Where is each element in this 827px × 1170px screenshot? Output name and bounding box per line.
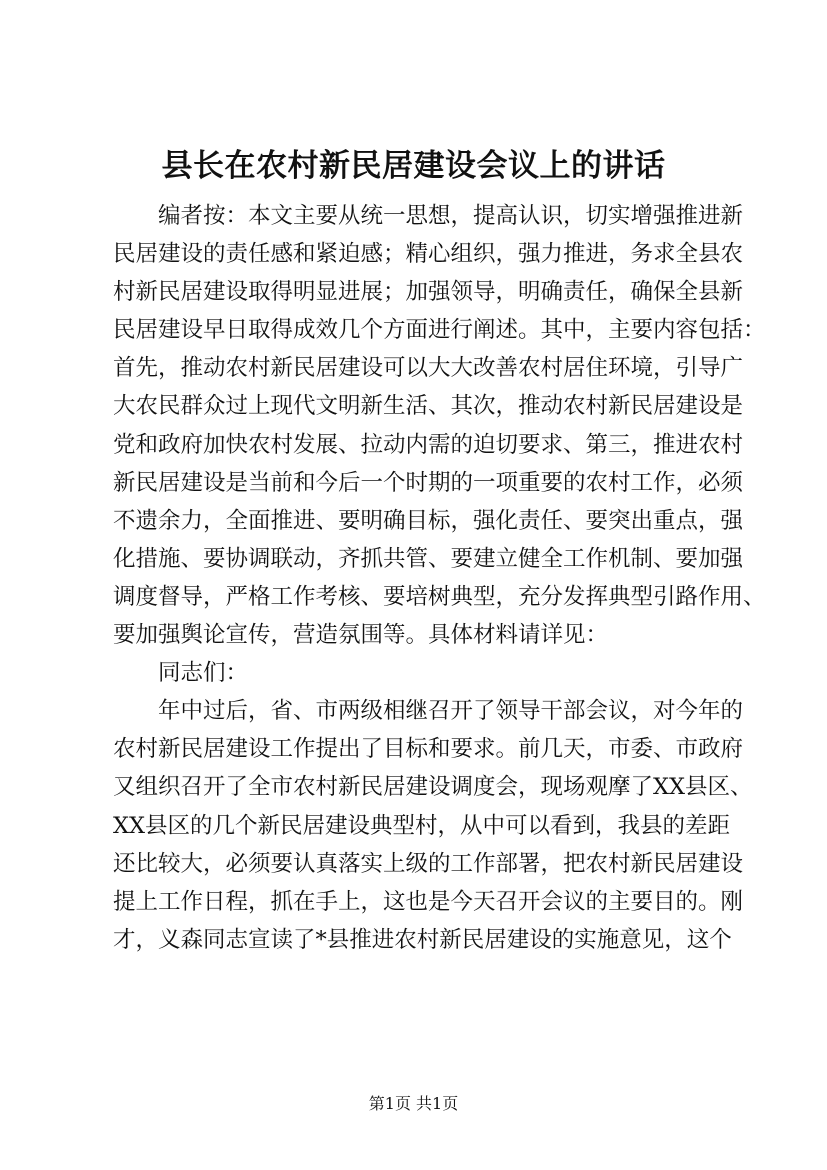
body-line: 农村新民居建设工作提出了目标和要求。前几天，市委、市政府	[113, 736, 744, 763]
body-line: 党和政府加快农村发展、拉动内需的迫切要求、第三，推进农村	[113, 431, 744, 458]
body-line: 又组织召开了全市农村新民居建设调度会，现场观摩了XX县区、	[113, 774, 753, 801]
body-line: 化措施、要协调联动，齐抓共管、要建立健全工作机制、要加强	[113, 545, 744, 572]
body-line: 民居建设早日取得成效几个方面进行阐述。其中，主要内容包括：	[113, 317, 766, 344]
salutation-line: 同志们：	[158, 660, 249, 687]
body-line: 提上工作日程，抓在手上，这也是今天召开会议的主要目的。刚	[113, 888, 744, 915]
body-line: 不遗余力，全面推进、要明确目标，强化责任、要突出重点，强	[113, 507, 744, 534]
body-line: 新民居建设是当前和今后一个时期的一项重要的农村工作，必须	[113, 469, 744, 496]
page-footer: 第1页 共1页	[368, 1094, 459, 1113]
document-title: 县长在农村新民居建设会议上的讲话	[161, 148, 666, 184]
body-line: 才，义森同志宣读了*县推进农村新民居建设的实施意见，这个	[113, 926, 732, 953]
body-line: 大农民群众过上现代文明新生活、其次，推动农村新民居建设是	[113, 393, 744, 420]
body-line: 村新民居建设取得明显进展；加强领导，明确责任，确保全县新	[113, 279, 744, 306]
document-body	[113, 197, 766, 959]
body-line: XX县区的几个新民居建设典型村，从中可以看到，我县的差距	[113, 812, 731, 839]
body-line: 要加强舆论宣传，营造氛围等。具体材料请详见：	[113, 622, 609, 649]
body-line: 调度督导，严格工作考核、要培树典型，充分发挥典型引路作用、	[113, 583, 766, 610]
body-line: 编者按：本文主要从统一思想，提高认识，切实增强推进新	[158, 203, 744, 229]
body-line: 首先，推动农村新民居建设可以大大改善农村居住环境，引导广	[113, 355, 744, 382]
body-line: 还比较大，必须要认真落实上级的工作部署，把农村新民居建设	[113, 850, 744, 877]
body-line: 民居建设的责任感和紧迫感；精心组织，强力推进，务求全县农	[113, 241, 744, 268]
body-line: 年中过后，省、市两级相继召开了领导干部会议，对今年的	[158, 698, 744, 725]
